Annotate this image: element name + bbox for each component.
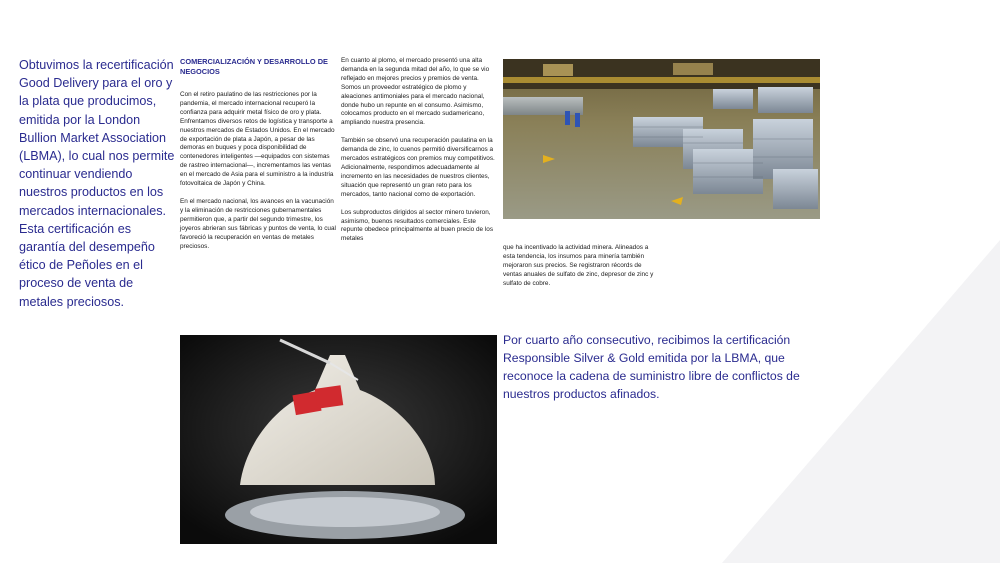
pull-quote: Obtuvimos la recertificación Good Delivery para el oro y la plata que producimos, emitida por la London Bullion Market Association (LBMA), lo cual nos permite continuar vendiendo nuestros productos en los mercados internacionales. Esta certificación es garantía del desempeño ético de Peñoles en el proceso de venta de metales preciosos. bbox=[19, 58, 175, 309]
certification-caption: Por cuarto año consecutivo, recibimos la certificación Responsible Silver & Gold emitida por la LBMA, que reconoce la cadena de suministro libre de conflictos de nuestros productos afinados. bbox=[503, 333, 800, 402]
paragraph: En el mercado nacional, los avances en la vacunación y la eliminación de restricciones gubernamentales permitieron que, a partir del segundo trimestre, los joyeros abrieran sus fábricas y puntos de venta, lo cual favoreció la recuperación en ventas de metales preciosos. bbox=[180, 197, 336, 250]
paragraph: Los subproductos dirigidos al sector minero tuvieron, asimismo, buenos resultados comerciales. Este repunte obedece principalmente al buen precio de los metales bbox=[341, 208, 494, 243]
paragraph: que ha incentivado la actividad minera. Alineados a esta tendencia, los insumos para minería también mejoraron sus precios. Se registraron récords de ventas anuales de sulfato de zinc, depresor de zinc y sulfato de cobre. bbox=[503, 244, 654, 287]
body-column-1 bbox=[180, 91, 338, 260]
paragraph: También se observó una recuperación paulatina en la demanda de zinc, lo cuenos permitió diversificarnos a mercados estratégicos con premios muy competitivos. Adicionalmente, respondimos adecuadamente al incremento en las necesidades de nuestros clientes, situación que representó un gran reto para los mercados, tanto nacional como de exportación. bbox=[341, 137, 495, 198]
paragraph: Con el retiro paulatino de las restricciones por la pandemia, el mercado internacional recuperó la confianza para adquirir metal físico de oro y plata. Enfrentamos diversos retos de logística y transporte a nuestros mercados de Estados Unidos. En el mercado de exportación de plata a Japón, a pesar de las demoras en buques y poca disponibilidad de contenedores inteligentes —equipados con sistemas de rastreo internacional—, incrementamos las ventas en el mercado de Asia para el suministro a la industria fotovoltaica de Japón y China. bbox=[180, 91, 335, 188]
body-column-2 bbox=[341, 57, 497, 253]
body-column-3 bbox=[503, 244, 659, 298]
paragraph: En cuanto al plomo, el mercado presentó una alta demanda en la segunda mitad del año, lo que se vio reflejado en mejores precios y premios de venta. Somos un proveedor estratégico de plomo y aleaciones antimoniales para el mercado nacional, donde hubo un repunte en el consumo. Asimismo, colocamos producto en el mercado sudamericano, ampliando nuestra presencia. bbox=[341, 57, 490, 127]
warehouse-photo bbox=[503, 59, 820, 219]
granalla-bag-photo bbox=[180, 335, 497, 544]
section-heading: COMERCIALIZACIÓN Y DESARROLLO DE NEGOCIOS bbox=[180, 57, 328, 76]
